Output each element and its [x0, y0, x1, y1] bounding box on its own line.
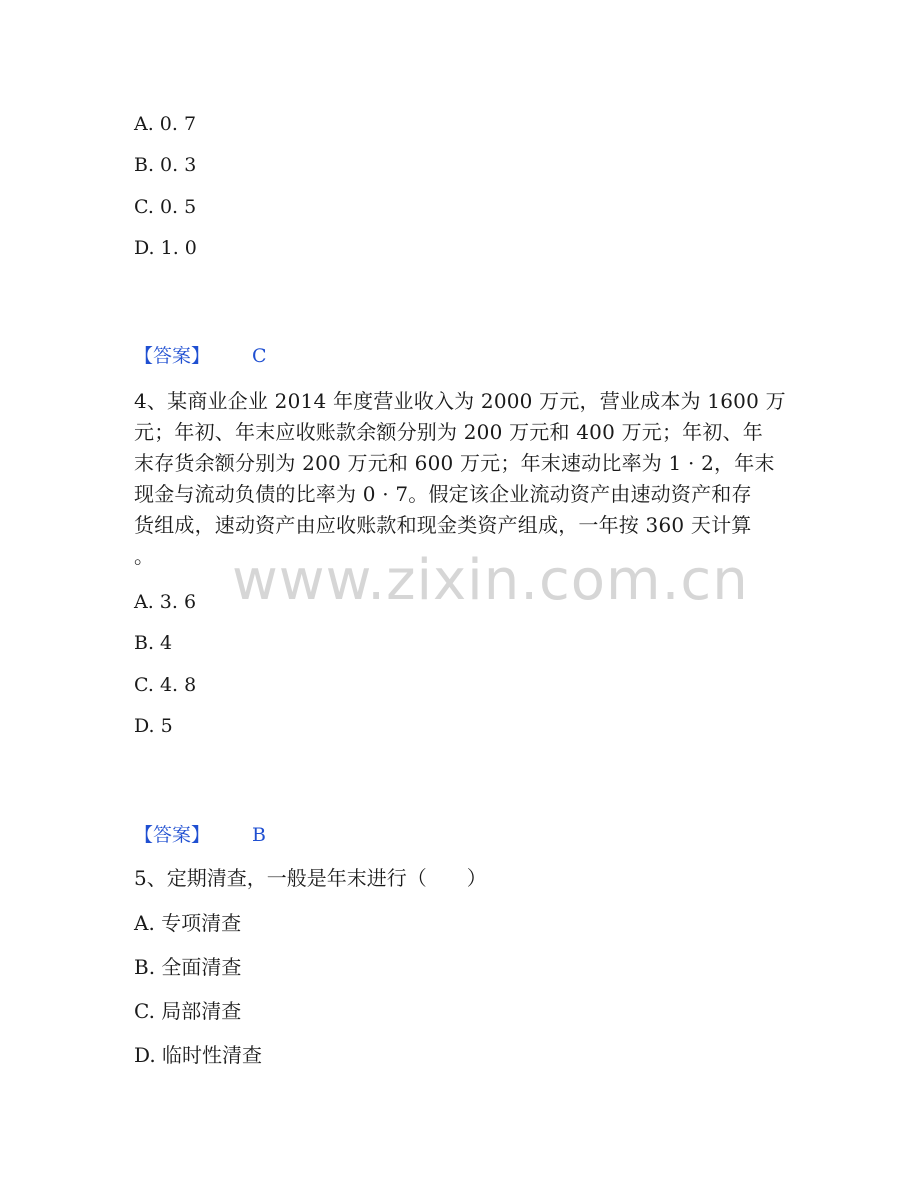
q4-question-line: 4、某商业企业 2014 年度营业收入为 2000 万元，营业成本为 1600 万: [134, 389, 786, 413]
q4-option-a: A. 3. 6: [134, 591, 197, 613]
q5-question: 5、定期清查，一般是年末进行（ ）: [134, 866, 487, 890]
q5-option-b: B. 全面清查: [134, 955, 242, 979]
q4-option-d: D. 5: [134, 715, 173, 737]
q3-answer-label: 【答案】: [134, 345, 211, 367]
q4-question-line: 末存货余额分别为 200 万元和 600 万元；年末速动比率为 1 · 2，年末: [134, 451, 775, 475]
q3-option-d: D. 1. 0: [134, 237, 197, 259]
q4-option-b: B. 4: [134, 632, 173, 654]
q4-answer: [134, 823, 266, 847]
q3-option-b: B. 0. 3: [134, 154, 197, 176]
q5-option-a: A. 专项清查: [134, 911, 242, 935]
q3-answer-value: C: [252, 345, 267, 367]
q5-option-d: D. 临时性清查: [134, 1043, 263, 1067]
q3-option-a: A. 0. 7: [134, 113, 197, 135]
q4-question: [134, 386, 786, 572]
q4-option-c: C. 4. 8: [134, 674, 197, 696]
q4-question-line: 现金与流动负债的比率为 0 · 7。假定该企业流动资产由速动资产和存: [134, 482, 752, 506]
q3-answer: [134, 344, 267, 368]
q4-question-line: 元；年初、年末应收账款余额分别为 200 万元和 400 万元；年初、年: [134, 420, 763, 444]
watermark: www.zixin.com.cn: [232, 548, 749, 613]
q4-answer-label: 【答案】: [134, 824, 211, 846]
q4-question-line: 货组成，速动资产由应收账款和现金类资产组成，一年按 360 天计算: [134, 513, 752, 537]
q5-option-c: C. 局部清查: [134, 999, 242, 1023]
q4-answer-value: B: [252, 824, 266, 846]
q3-option-c: C. 0. 5: [134, 196, 197, 218]
q4-question-line: 。: [134, 544, 155, 568]
